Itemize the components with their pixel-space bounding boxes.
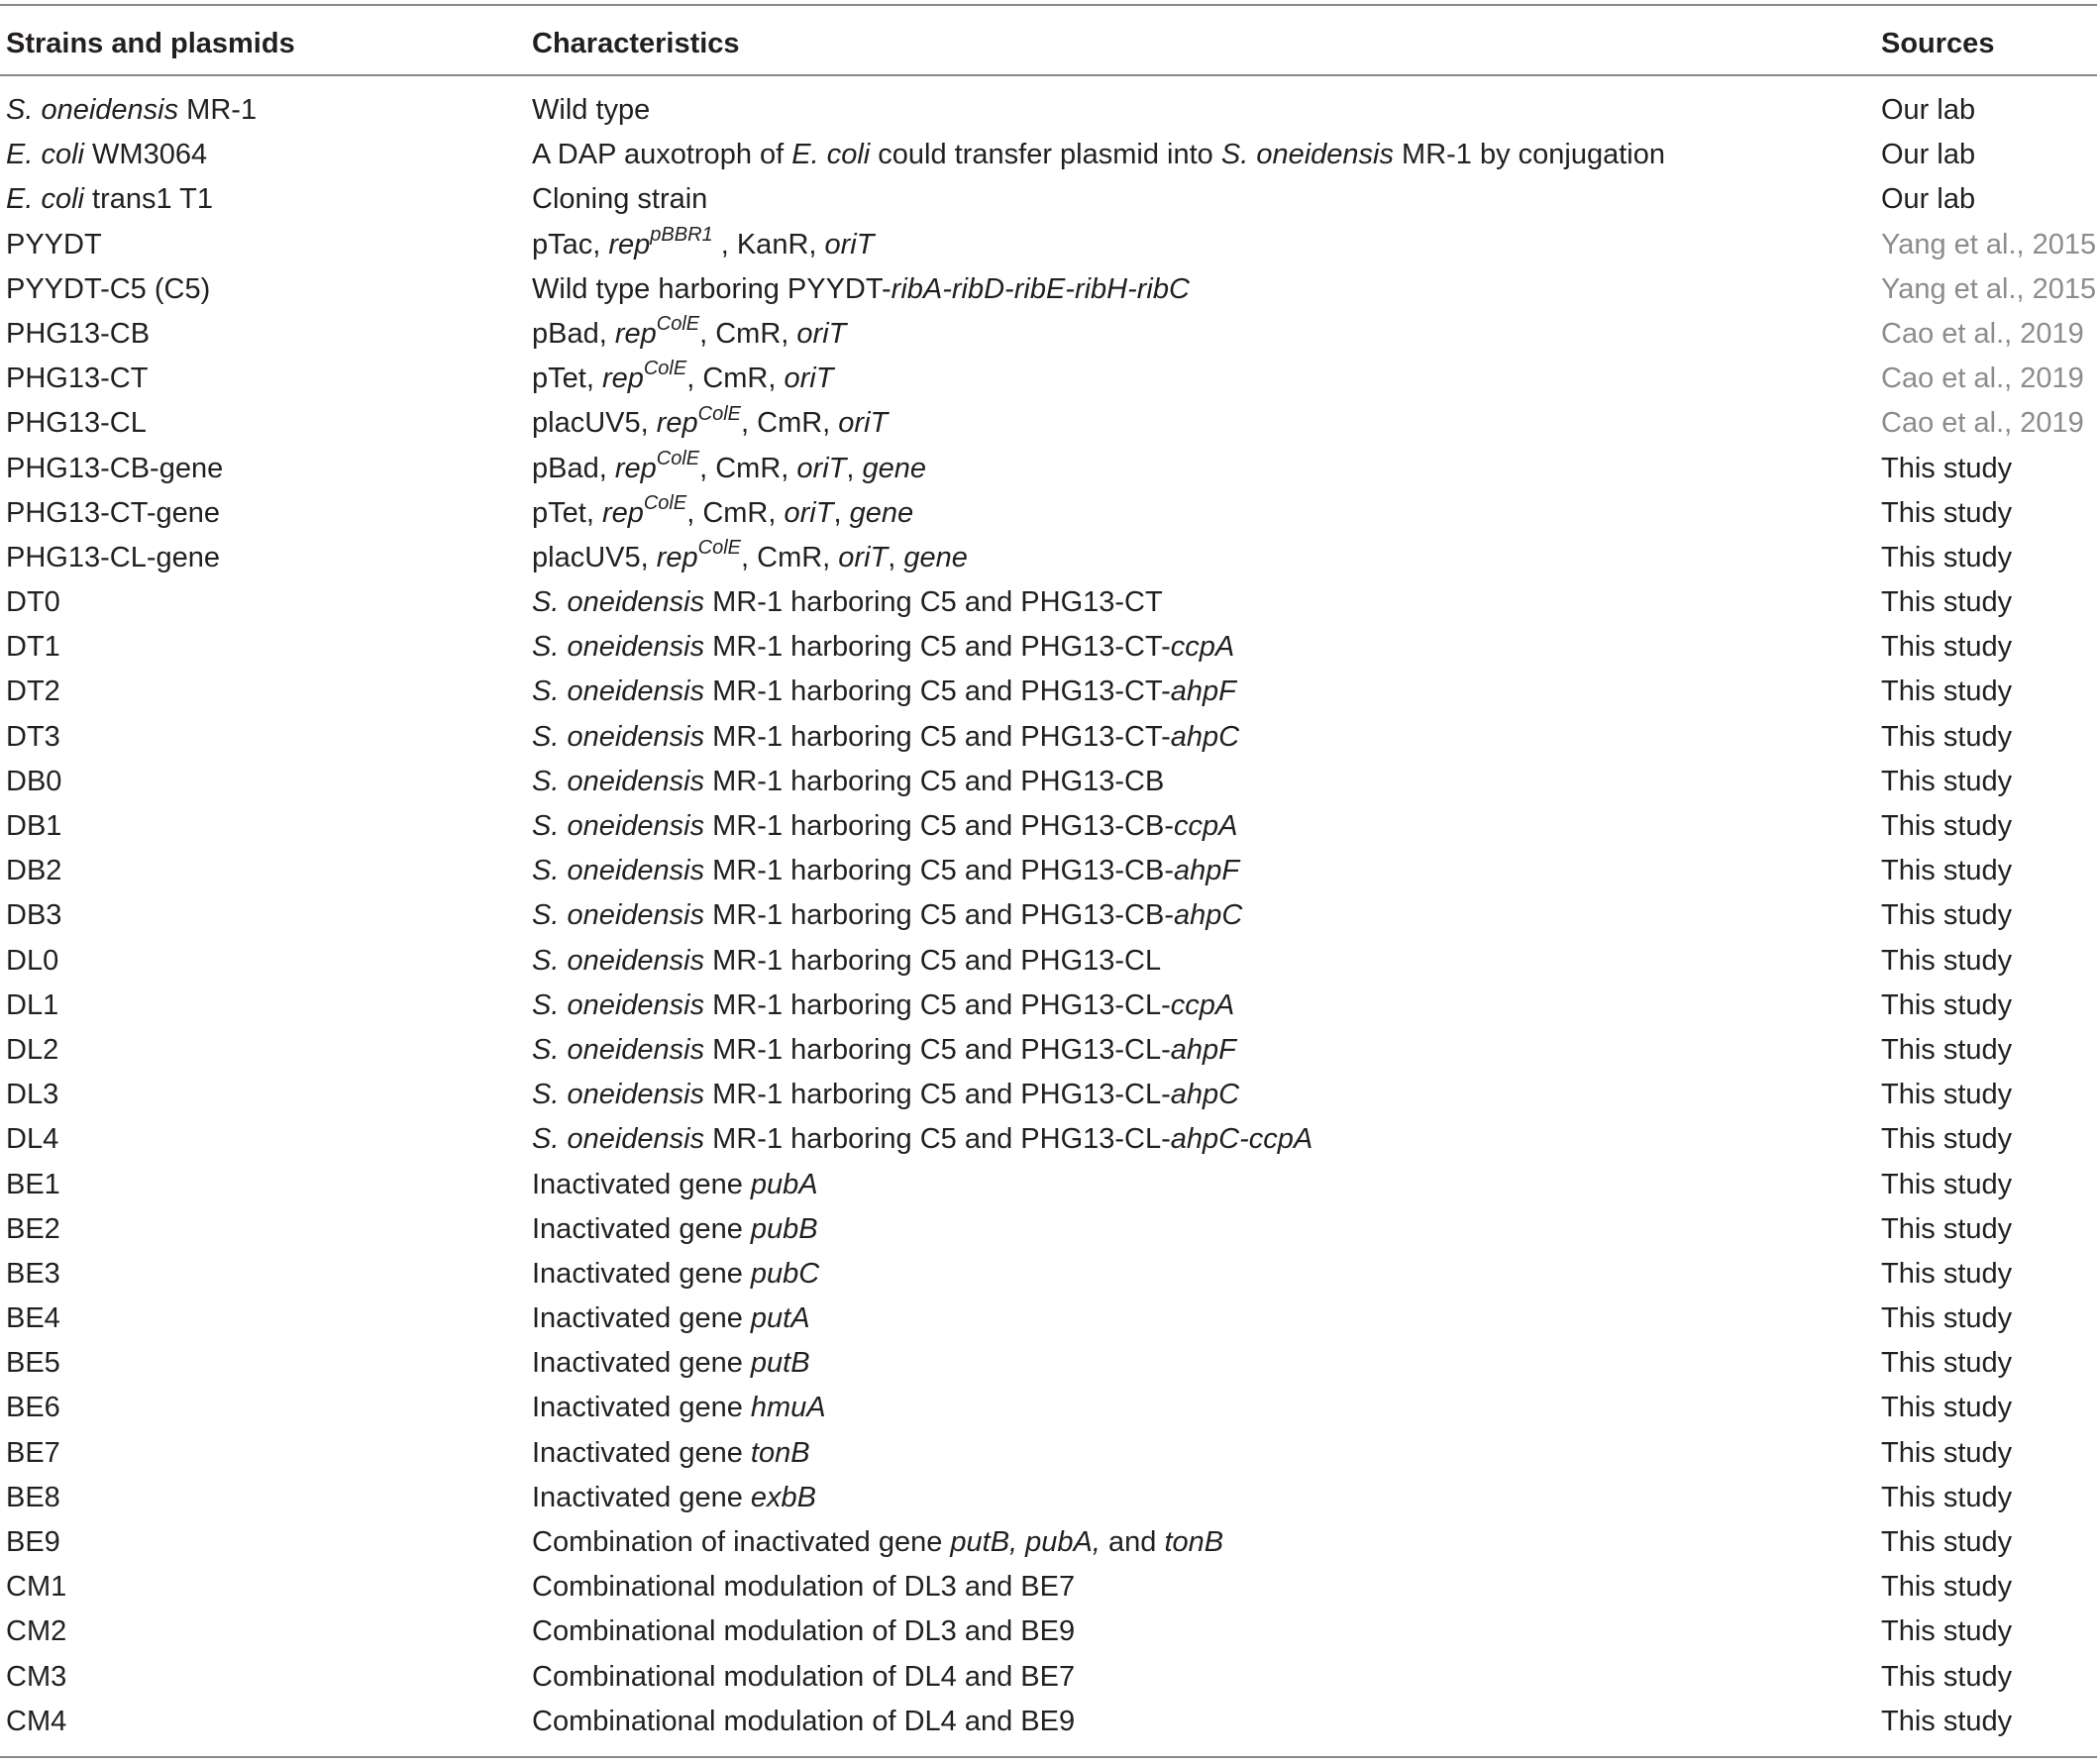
cell-characteristics: A DAP auxotroph of E. coli could transfer plasmid into S. oneidensis MR-1 by conjugation <box>532 139 1666 171</box>
cell-characteristics: pBad, rep$^{ColE}$, CmR, oriT, gene <box>532 447 926 484</box>
cell-source: Yang et al., 2015 <box>1881 272 2097 305</box>
cell-characteristics: S. oneidensis MR-1 harboring C5 and PHG13-CT-ahpF <box>532 675 1236 708</box>
table-row <box>0 447 2097 491</box>
cell-characteristics: S. oneidensis MR-1 harboring C5 and PHG13-CL-ahpC-ccpA <box>532 1123 1313 1156</box>
cell-strain: DT2 <box>6 675 60 708</box>
cell-strain: CM3 <box>6 1660 67 1693</box>
table-row <box>0 1073 2097 1117</box>
table-row <box>0 312 2097 357</box>
cell-strain: PHG13-CL <box>6 407 147 440</box>
cell-characteristics: Combinational modulation of DL4 and BE9 <box>532 1705 1076 1737</box>
cell-strain: DB3 <box>6 899 62 932</box>
cell-characteristics: placUV5, rep$^{ColE}$, CmR, oriT <box>532 402 889 440</box>
cell-source: This study <box>1881 586 2013 619</box>
cell-source: Cao et al., 2019 <box>1881 363 2084 395</box>
cell-source: This study <box>1881 675 2013 708</box>
table-row <box>0 1297 2097 1341</box>
table-row <box>0 1609 2097 1654</box>
table-header <box>0 16 2097 71</box>
cell-source: This study <box>1881 541 2013 573</box>
cell-source: This study <box>1881 765 2013 797</box>
cell-source: Cao et al., 2019 <box>1881 407 2084 440</box>
cell-strain: PHG13-CB-gene <box>6 452 224 484</box>
cell-source: This study <box>1881 1168 2013 1200</box>
cell-source: This study <box>1881 1033 2013 1066</box>
cell-strain: PYYDT <box>6 228 102 260</box>
header-characteristics: Characteristics <box>532 28 740 59</box>
cell-characteristics: Combinational modulation of DL4 and BE7 <box>532 1660 1076 1693</box>
table-row <box>0 1565 2097 1609</box>
cell-source: This study <box>1881 1436 2013 1469</box>
cell-characteristics: pTet, rep$^{ColE}$, CmR, oriT <box>532 358 834 395</box>
table-row <box>0 357 2097 401</box>
cell-source: This study <box>1881 1571 2013 1604</box>
cell-characteristics: Inactivated gene putA <box>532 1302 810 1335</box>
table-row <box>0 1476 2097 1520</box>
cell-strain: CM1 <box>6 1571 67 1604</box>
cell-strain: PHG13-CL-gene <box>6 541 220 573</box>
table-row <box>0 939 2097 984</box>
cell-characteristics: Combinational modulation of DL3 and BE9 <box>532 1615 1076 1648</box>
table-row <box>0 1386 2097 1430</box>
cell-characteristics: S. oneidensis MR-1 harboring C5 and PHG13-CL <box>532 944 1162 977</box>
cell-characteristics: Inactivated gene putB <box>532 1347 810 1380</box>
cell-strain: DT3 <box>6 720 60 753</box>
table-body <box>0 88 2097 1744</box>
cell-strain: BE2 <box>6 1212 60 1245</box>
cell-strain: DL1 <box>6 988 59 1021</box>
cell-strain: BE4 <box>6 1302 60 1335</box>
cell-source: This study <box>1881 1660 2013 1693</box>
table-row <box>0 491 2097 536</box>
cell-characteristics: Wild type harboring PYYDT-ribA-ribD-ribE-ribH-ribC <box>532 272 1190 305</box>
cell-strain: E. coli trans1 T1 <box>6 183 214 216</box>
cell-source: This study <box>1881 944 2013 977</box>
cell-characteristics: Inactivated gene pubA <box>532 1168 818 1200</box>
cell-characteristics: Inactivated gene pubC <box>532 1257 820 1290</box>
table-row <box>0 536 2097 580</box>
cell-strain: BE3 <box>6 1257 60 1290</box>
cell-characteristics: placUV5, rep$^{ColE}$, CmR, oriT, gene <box>532 537 968 573</box>
table-row <box>0 177 2097 222</box>
cell-source: Cao et al., 2019 <box>1881 317 2084 350</box>
cell-strain: DB2 <box>6 855 62 887</box>
cell-strain: DL3 <box>6 1079 59 1111</box>
cell-source: This study <box>1881 1705 2013 1737</box>
cell-characteristics: Cloning strain <box>532 183 708 216</box>
cell-source: This study <box>1881 1302 2013 1335</box>
cell-source: This study <box>1881 1526 2013 1558</box>
table-row <box>0 804 2097 849</box>
cell-source: This study <box>1881 1212 2013 1245</box>
cell-source: This study <box>1881 1123 2013 1156</box>
cell-strain: PYYDT-C5 (C5) <box>6 272 211 305</box>
table-row <box>0 267 2097 312</box>
cell-source: This study <box>1881 1481 2013 1513</box>
table-row <box>0 1117 2097 1162</box>
table-row <box>0 1028 2097 1073</box>
cell-characteristics: S. oneidensis MR-1 harboring C5 and PHG13-CL-ahpC <box>532 1079 1240 1111</box>
cell-source: Our lab <box>1881 139 1976 171</box>
cell-source: This study <box>1881 810 2013 842</box>
cell-strain: CM4 <box>6 1705 67 1737</box>
cell-strain: CM2 <box>6 1615 67 1648</box>
cell-strain: DL2 <box>6 1033 59 1066</box>
cell-source: This study <box>1881 855 2013 887</box>
cell-characteristics: pBad, rep$^{ColE}$, CmR, oriT <box>532 313 847 350</box>
cell-source: This study <box>1881 631 2013 664</box>
table-row <box>0 580 2097 625</box>
cell-strain: PHG13-CB <box>6 317 151 350</box>
header-rule <box>0 74 2097 76</box>
cell-characteristics: S. oneidensis MR-1 harboring C5 and PHG13-CB-ahpF <box>532 855 1240 887</box>
cell-source: This study <box>1881 1079 2013 1111</box>
cell-characteristics: S. oneidensis MR-1 harboring C5 and PHG13-CT <box>532 586 1163 619</box>
table-row <box>0 1163 2097 1207</box>
cell-source: This study <box>1881 452 2013 484</box>
cell-strain: DB0 <box>6 765 62 797</box>
cell-characteristics: S. oneidensis MR-1 harboring C5 and PHG13-CT-ahpC <box>532 720 1240 753</box>
cell-characteristics: pTet, rep$^{ColE}$, CmR, oriT, gene <box>532 492 914 529</box>
table-row <box>0 1520 2097 1565</box>
cell-strain: S. oneidensis MR-1 <box>6 94 258 126</box>
cell-characteristics: S. oneidensis MR-1 harboring C5 and PHG13-CB-ccpA <box>532 810 1238 842</box>
cell-characteristics: Inactivated gene hmuA <box>532 1392 826 1424</box>
table-row <box>0 1655 2097 1700</box>
cell-characteristics: Inactivated gene exbB <box>532 1481 816 1513</box>
cell-source: This study <box>1881 1392 2013 1424</box>
cell-source: This study <box>1881 988 2013 1021</box>
cell-source: This study <box>1881 720 2013 753</box>
cell-source: This study <box>1881 899 2013 932</box>
table-row <box>0 984 2097 1028</box>
cell-strain: DL0 <box>6 944 59 977</box>
table-row <box>0 1700 2097 1744</box>
cell-characteristics: S. oneidensis MR-1 harboring C5 and PHG13-CL-ahpF <box>532 1033 1236 1066</box>
cell-strain: PHG13-CT <box>6 363 149 395</box>
cell-source: This study <box>1881 496 2013 529</box>
cell-characteristics: Inactivated gene tonB <box>532 1436 810 1469</box>
cell-source: This study <box>1881 1257 2013 1290</box>
cell-strain: DB1 <box>6 810 62 842</box>
cell-source: This study <box>1881 1347 2013 1380</box>
cell-strain: BE1 <box>6 1168 60 1200</box>
cell-strain: DT1 <box>6 631 60 664</box>
table-row <box>0 760 2097 804</box>
cell-strain: DT0 <box>6 586 60 619</box>
cell-source: Our lab <box>1881 94 1976 126</box>
cell-strain: PHG13-CT-gene <box>6 496 220 529</box>
table-row <box>0 670 2097 714</box>
table-row <box>0 715 2097 760</box>
cell-strain: E. coli WM3064 <box>6 139 208 171</box>
cell-source: This study <box>1881 1615 2013 1648</box>
cell-characteristics: S. oneidensis MR-1 harboring C5 and PHG13-CT-ccpA <box>532 631 1235 664</box>
header-sources: Sources <box>1881 28 1995 59</box>
cell-characteristics: pTac, rep$^{pBBR1}$ , KanR, oriT <box>532 223 875 260</box>
cell-source: Our lab <box>1881 183 1976 216</box>
cell-characteristics: S. oneidensis MR-1 harboring C5 and PHG13-CB <box>532 765 1165 797</box>
table-row <box>0 1252 2097 1297</box>
cell-strain: BE8 <box>6 1481 60 1513</box>
table-row <box>0 88 2097 133</box>
table-row <box>0 401 2097 446</box>
header-strains: Strains and plasmids <box>6 28 295 59</box>
cell-characteristics: Inactivated gene pubB <box>532 1212 818 1245</box>
cell-strain: BE6 <box>6 1392 60 1424</box>
table-row <box>0 1431 2097 1476</box>
table-row <box>0 133 2097 177</box>
cell-strain: BE5 <box>6 1347 60 1380</box>
bottom-rule <box>0 1756 2097 1758</box>
table-row <box>0 893 2097 938</box>
cell-characteristics: S. oneidensis MR-1 harboring C5 and PHG13-CB-ahpC <box>532 899 1243 932</box>
cell-characteristics: Combination of inactivated gene putB, pubA, and tonB <box>532 1526 1224 1558</box>
table-row <box>0 223 2097 267</box>
cell-characteristics: S. oneidensis MR-1 harboring C5 and PHG13-CL-ccpA <box>532 988 1235 1021</box>
table-row <box>0 1207 2097 1252</box>
cell-strain: BE7 <box>6 1436 60 1469</box>
top-rule <box>0 4 2097 6</box>
cell-strain: BE9 <box>6 1526 60 1558</box>
cell-characteristics: Combinational modulation of DL3 and BE7 <box>532 1571 1076 1604</box>
table-row <box>0 849 2097 893</box>
cell-source: Yang et al., 2015 <box>1881 228 2097 260</box>
cell-strain: DL4 <box>6 1123 59 1156</box>
cell-characteristics: Wild type <box>532 94 651 126</box>
table-row <box>0 625 2097 670</box>
table-row <box>0 1341 2097 1386</box>
